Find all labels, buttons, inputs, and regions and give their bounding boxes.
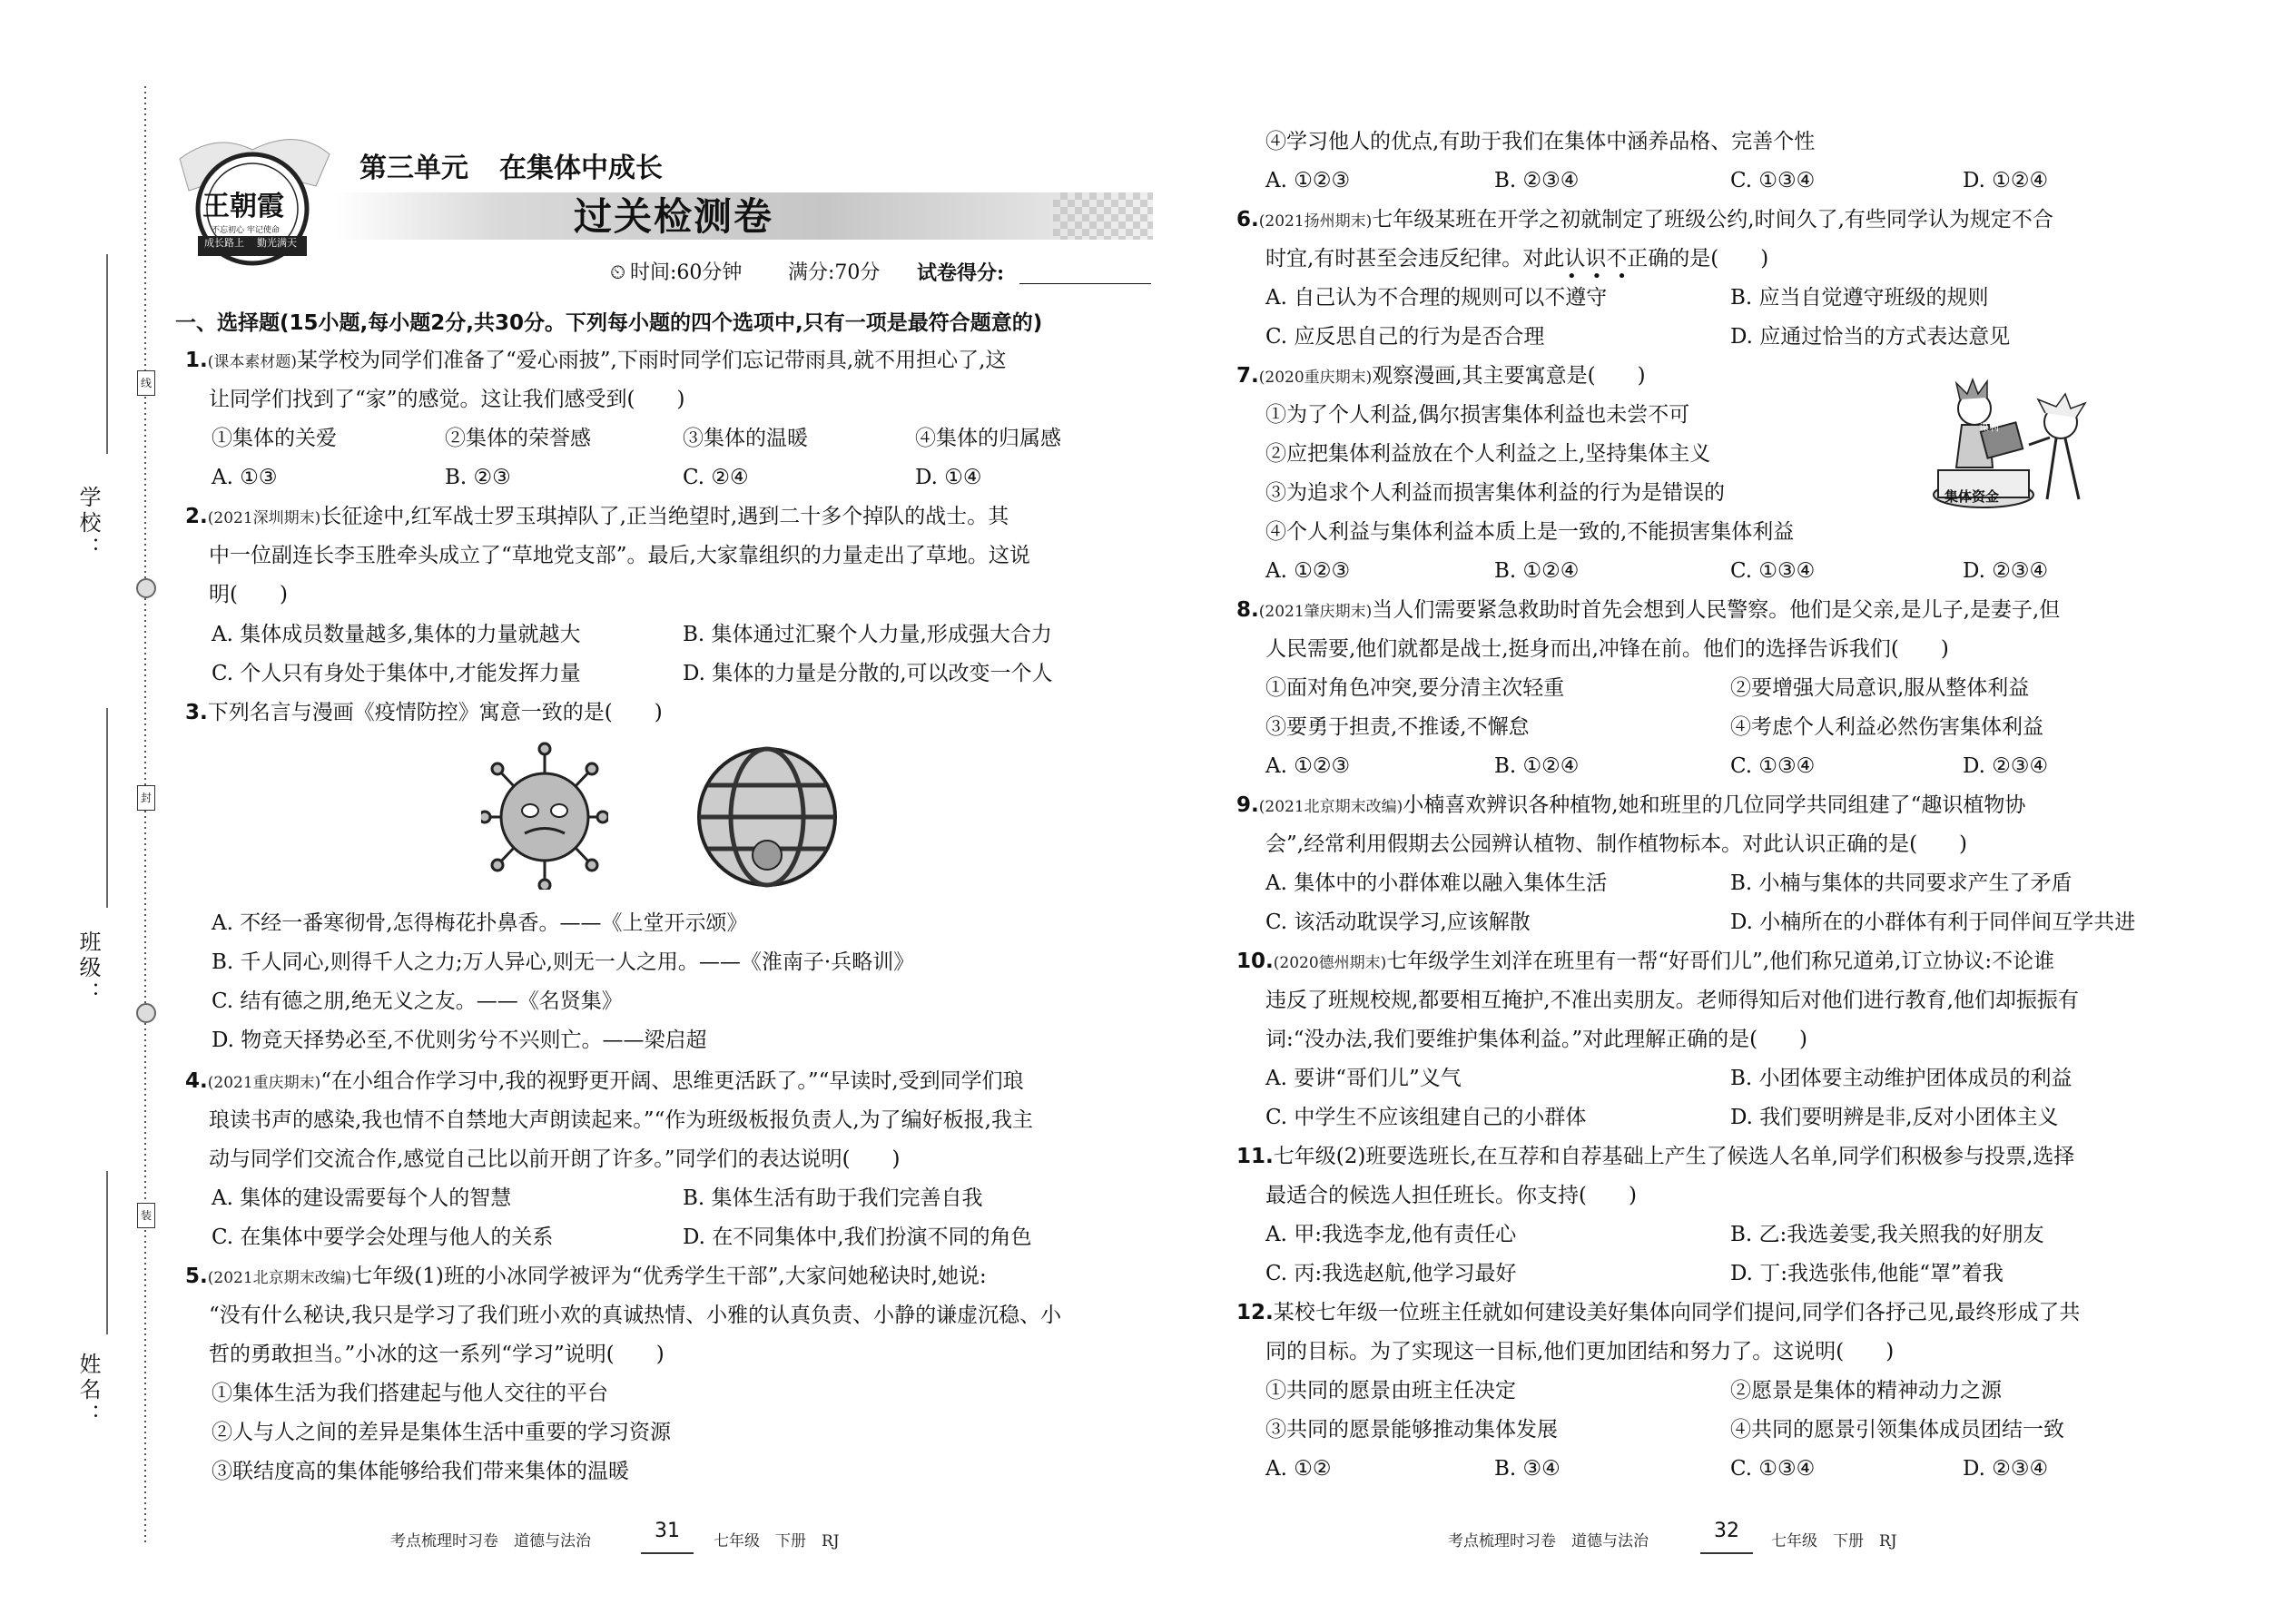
q5-option-b[interactable]: B. ②③④: [1494, 169, 1580, 192]
brand-tagline-right: 勤光满天: [257, 237, 297, 249]
header-checker-pattern: [1053, 192, 1153, 240]
section-heading: 一、选择题(15小题,每小题2分,共30分。下列每小题的四个选项中,只有一项是最符合题意的): [175, 311, 1043, 335]
q11-option-b[interactable]: B. 乙:我选姜雯,我关照我的好朋友: [1730, 1223, 2044, 1246]
name-label: 姓名：: [75, 1353, 101, 1429]
q11-option-c[interactable]: C. 丙:我选赵航,他学习最好: [1265, 1262, 1517, 1285]
q4-stem-line3: 动与同学们交流合作,感觉自己比以前开朗了许多。”同学们的表达说明( ): [209, 1147, 901, 1171]
q1-stem: 1.(课本素材题)某学校为同学们准备了“爱心雨披”,下雨时同学们忘记带雨具,就不用担心了,这: [185, 349, 1007, 372]
q4-option-d[interactable]: D. 在不同集体中,我们扮演不同的角色: [683, 1225, 1032, 1249]
clock-icon: ⏲: [610, 261, 626, 284]
q11-option-d[interactable]: D. 丁:我选张伟,他能“罩”着我: [1730, 1262, 2004, 1285]
q1-option-b[interactable]: B. ②③: [445, 466, 511, 489]
emphasis-dots: •••: [1567, 267, 1642, 286]
q3-option-d[interactable]: D. 物竞天择势必至,不优则劣兮不兴则亡。——梁启超: [212, 1029, 707, 1052]
q10-option-d[interactable]: D. 我们要明辨是非,反对小团体主义: [1730, 1106, 2059, 1129]
time-limit: 时间:60分钟: [630, 261, 743, 284]
q2-option-c[interactable]: C. 个人只有身处于集体中,才能发挥力量: [212, 662, 581, 685]
q11-option-a[interactable]: A. 甲:我选李龙,他有责任心: [1265, 1223, 1517, 1246]
q7-option-c[interactable]: C. ①③④: [1730, 559, 1816, 583]
q1-option-a[interactable]: A. ①③: [212, 466, 278, 489]
left-footer-grade: 七年级 下册 RJ: [714, 1532, 840, 1550]
q6-stem: 6.(2021扬州期末)七年级某班在开学之初就制定了班级公约,时间久了,有些同学认为规定不合: [1236, 208, 2053, 231]
paper-score-label: 试卷得分:: [917, 261, 1005, 285]
left-footer-series: 考点梳理时习卷 道德与法治: [390, 1532, 591, 1550]
q1-statement-2: ②集体的荣誉感: [445, 427, 591, 450]
q11-stem: 11.七年级(2)班要选班长,在互荐和自荐基础上产生了候选人名单,同学们积极参与投票,选择: [1236, 1145, 2075, 1168]
q2-option-b[interactable]: B. 集体通过汇聚个人力量,形成强大合力: [683, 623, 1052, 646]
q2-option-d[interactable]: D. 集体的力量是分散的,可以改变一个人: [683, 662, 1053, 685]
brand-name: 王朝霞: [202, 191, 284, 222]
q7-option-d[interactable]: D. ②③④: [1963, 559, 2049, 583]
q6-option-c[interactable]: C. 应反思自己的行为是否合理: [1265, 325, 1545, 349]
caged-globe-cartoon-icon: [690, 744, 844, 890]
right-footer-grade: 七年级 下册 RJ: [1771, 1532, 1897, 1550]
q2-stem-line2: 中一位副连长李玉胜牵头成立了“草地党支部”。最后,大家靠组织的力量走出了草地。这说: [209, 544, 1030, 567]
q12-statement-2: ②愿景是集体的精神动力之源: [1730, 1379, 2002, 1403]
q9-option-d[interactable]: D. 小楠所在的小群体有利于同伴间互学共进: [1730, 910, 2136, 934]
q6-stem-line2: 时宜,有时甚至会违反纪律。对此认识不正确的是( ): [1265, 247, 1769, 271]
q12-option-d[interactable]: D. ②③④: [1963, 1457, 2049, 1481]
q1-option-d[interactable]: D. ①④: [915, 466, 982, 489]
q5-statement-1: ①集体生活为我们搭建起与他人交往的平台: [212, 1382, 608, 1405]
cartoon-label: 集体资金: [1944, 488, 2000, 505]
q9-option-a[interactable]: A. 集体中的小群体难以融入集体生活: [1265, 871, 1608, 895]
q5-statement-3: ③联结度高的集体能够给我们带来集体的温暖: [212, 1460, 629, 1483]
q1-stem-line2: 让同学们找到了“家”的感觉。这让我们感受到( ): [209, 388, 685, 411]
q2-stem: 2.(2021深圳期末)长征途中,红军战士罗玉琪掉队了,正当绝望时,遇到二十多个掉队的战士。其: [185, 505, 1009, 528]
q1-statement-3: ③集体的温暖: [683, 427, 808, 450]
q8-statement-3: ③要勇于担责,不推诿,不懈怠: [1265, 715, 1530, 739]
q8-option-c[interactable]: C. ①③④: [1730, 754, 1816, 778]
q7-option-a[interactable]: A. ①②③: [1265, 559, 1351, 583]
q3-stem: 3.下列名言与漫画《疫情防控》寓意一致的是( ): [185, 701, 663, 724]
q8-statement-1: ①面对角色冲突,要分清主次轻重: [1265, 676, 1565, 700]
q5-stem-line3: 哲的勇敢担当。”小冰的这一系列“学习”说明( ): [209, 1343, 665, 1366]
q8-statement-4: ④考虑个人利益必然伤害集体利益: [1730, 715, 2043, 739]
q10-option-b[interactable]: B. 小团体要主动维护团体成员的利益: [1730, 1067, 2072, 1090]
q10-stem-line3: 词:“没办法,我们要维护集体利益。”对此理解正确的是( ): [1265, 1028, 1808, 1051]
q9-stem-line2: 会”,经常利用假期去公园辨认植物、制作植物标本。对此认识正确的是( ): [1265, 832, 1968, 856]
q4-option-b[interactable]: B. 集体生活有助于我们完善自我: [683, 1186, 983, 1210]
q5-option-d[interactable]: D. ①②④: [1963, 169, 2049, 192]
virus-cartoon-icon: [481, 740, 608, 890]
q8-option-d[interactable]: D. ②③④: [1963, 754, 2049, 778]
q5-option-a[interactable]: A. ①②③: [1265, 169, 1351, 192]
q9-stem: 9.(2021北京期末改编)小楠喜欢辨识各种植物,她和班里的几位同学共同组建了“趣识植物协: [1236, 793, 2026, 817]
q9-option-c[interactable]: C. 该活动耽误学习,应该解散: [1265, 910, 1531, 934]
unit-title: 在集体中成长: [499, 153, 663, 184]
q11-stem-line2: 最适合的候选人担任班长。你支持( ): [1265, 1184, 1637, 1207]
q8-option-a[interactable]: A. ①②③: [1265, 754, 1351, 778]
q7-statement-2: ②应把集体利益放在个人利益之上,坚持集体主义: [1265, 442, 1711, 466]
school-label: 学校：: [75, 486, 101, 562]
binding-hole-icon: [136, 1003, 156, 1023]
q1-statement-1: ①集体的关爱: [212, 427, 337, 450]
class-label: 班级：: [75, 930, 101, 1007]
q3-option-b[interactable]: B. 千人同心,则得千人之力;万人异心,则无一人之用。——《淮南子·兵略训》: [212, 950, 915, 974]
q5-statement-4: ④学习他人的优点,有助于我们在集体中涵养品格、完善个性: [1265, 130, 1816, 153]
q1-statement-4: ④集体的归属感: [915, 427, 1061, 450]
right-page-number: 32: [1700, 1521, 1753, 1554]
q12-option-c[interactable]: C. ①③④: [1730, 1457, 1816, 1481]
q8-statement-2: ②要增强大局意识,服从整体利益: [1730, 676, 2030, 700]
q7-stem: 7.(2020重庆期末)观察漫画,其主要寓意是( ): [1236, 364, 1646, 388]
q8-stem: 8.(2021肇庆期末)当人们需要紧急救助时首先会想到人民警察。他们是父亲,是儿子,是妻子,但: [1236, 598, 2061, 622]
q9-option-b[interactable]: B. 小楠与集体的共同要求产生了矛盾: [1730, 871, 2072, 895]
q12-statement-1: ①共同的愿景由班主任决定: [1265, 1379, 1516, 1403]
q1-option-c[interactable]: C. ②④: [683, 466, 749, 489]
q4-stem: 4.(2021重庆期末)“在小组合作学习中,我的视野更开阔、思维更活跃了。”“早读时,受到同学们琅: [185, 1069, 1024, 1093]
q6-option-a[interactable]: A. 自己认为不合理的规则可以不遵守: [1265, 286, 1608, 310]
line-mark: 线: [137, 370, 155, 396]
q5-stem-line2: “没有什么秘诀,我只是学习了我们班小欢的真诚热情、小雅的认真负责、小静的谦虚沉稳、小: [209, 1304, 1062, 1327]
q10-stem: 10.(2020德州期末)七年级学生刘洋在班里有一帮“好哥们儿”,他们称兄道弟,订立协议:不论谁: [1236, 950, 2055, 973]
seal-mark: 封: [137, 785, 155, 811]
q5-statement-2: ②人与人之间的差异是集体生活中重要的学习资源: [212, 1421, 671, 1444]
q10-option-a[interactable]: A. 要讲“哥们儿”义气: [1265, 1067, 1462, 1090]
q7-option-b[interactable]: B. ①②④: [1494, 559, 1580, 583]
brand-tagline-left: 成长路上: [204, 237, 244, 249]
q6-option-b[interactable]: B. 应当自觉遵守班级的规则: [1730, 286, 1989, 310]
q7-statement-4: ④个人利益与集体利益本质上是一致的,不能损害集体利益: [1265, 520, 1795, 544]
cartoon-tag: 谋利: [1979, 421, 1999, 433]
score-blank[interactable]: [1019, 283, 1151, 284]
q5-stem: 5.(2021北京期末改编)七年级(1)班的小冰同学被评为“优秀学生干部”,大家问她秘诀时,她说:: [185, 1265, 987, 1288]
left-page-number: 31: [641, 1521, 694, 1554]
q4-option-c[interactable]: C. 在集体中要学会处理与他人的关系: [212, 1225, 554, 1249]
test-title: 过关检测卷: [574, 194, 774, 239]
q3-option-a[interactable]: A. 不经一番寒彻骨,怎得梅花扑鼻香。——《上堂开示颂》: [212, 911, 748, 935]
q12-option-b[interactable]: B. ③④: [1494, 1457, 1561, 1481]
fold-mark: 装: [137, 1203, 155, 1228]
q2-stem-line3: 明( ): [209, 583, 288, 606]
binding-hole-icon: [136, 578, 156, 598]
q12-statement-4: ④共同的愿景引领集体成员团结一致: [1730, 1418, 2064, 1442]
q10-stem-line2: 违反了班规校规,都要相互掩护,不准出卖朋友。老师得知后对他们进行教育,他们却振振有: [1265, 989, 2079, 1012]
full-score: 满分:70分: [788, 261, 881, 284]
q12-stem: 12.某校七年级一位班主任就如何建设美好集体向同学们提问,同学们各抒己见,最终形成了共: [1236, 1301, 2081, 1324]
unit-number: 第三单元: [359, 153, 468, 184]
right-footer-series: 考点梳理时习卷 道德与法治: [1448, 1532, 1649, 1550]
q7-statement-3: ③为追求个人利益而损害集体利益的行为是错误的: [1265, 481, 1725, 505]
q2-option-a[interactable]: A. 集体成员数量越多,集体的力量就越大: [212, 623, 581, 646]
q6-option-d[interactable]: D. 应通过恰当的方式表达意见: [1730, 325, 2011, 349]
q7-statement-1: ①为了个人利益,偶尔损害集体利益也未尝不可: [1265, 403, 1690, 427]
q12-stem-line2: 同的目标。为了实现这一目标,他们更加团结和努力了。这说明( ): [1265, 1340, 1895, 1363]
brand-motto: 不忘初心 牢记使命: [212, 226, 280, 235]
q12-statement-3: ③共同的愿景能够推动集体发展: [1265, 1418, 1558, 1442]
q4-stem-line2: 琅读书声的感染,我也情不自禁地大声朗读起来。”“作为班级板报负责人,为了编好板报,我主: [209, 1108, 1033, 1132]
q10-option-c[interactable]: C. 中学生不应该组建自己的小群体: [1265, 1106, 1587, 1129]
q3-option-c[interactable]: C. 结有德之朋,绝无义之友。——《名贤集》: [212, 989, 623, 1013]
q8-option-b[interactable]: B. ①②④: [1494, 754, 1580, 778]
q5-option-c[interactable]: C. ①③④: [1730, 169, 1816, 192]
q12-option-a[interactable]: A. ①②: [1265, 1457, 1332, 1481]
q4-option-a[interactable]: A. 集体的建设需要每个人的智慧: [212, 1186, 512, 1210]
q8-stem-line2: 人民需要,他们就都是战士,挺身而出,冲锋在前。他们的选择告诉我们( ): [1265, 637, 1949, 661]
